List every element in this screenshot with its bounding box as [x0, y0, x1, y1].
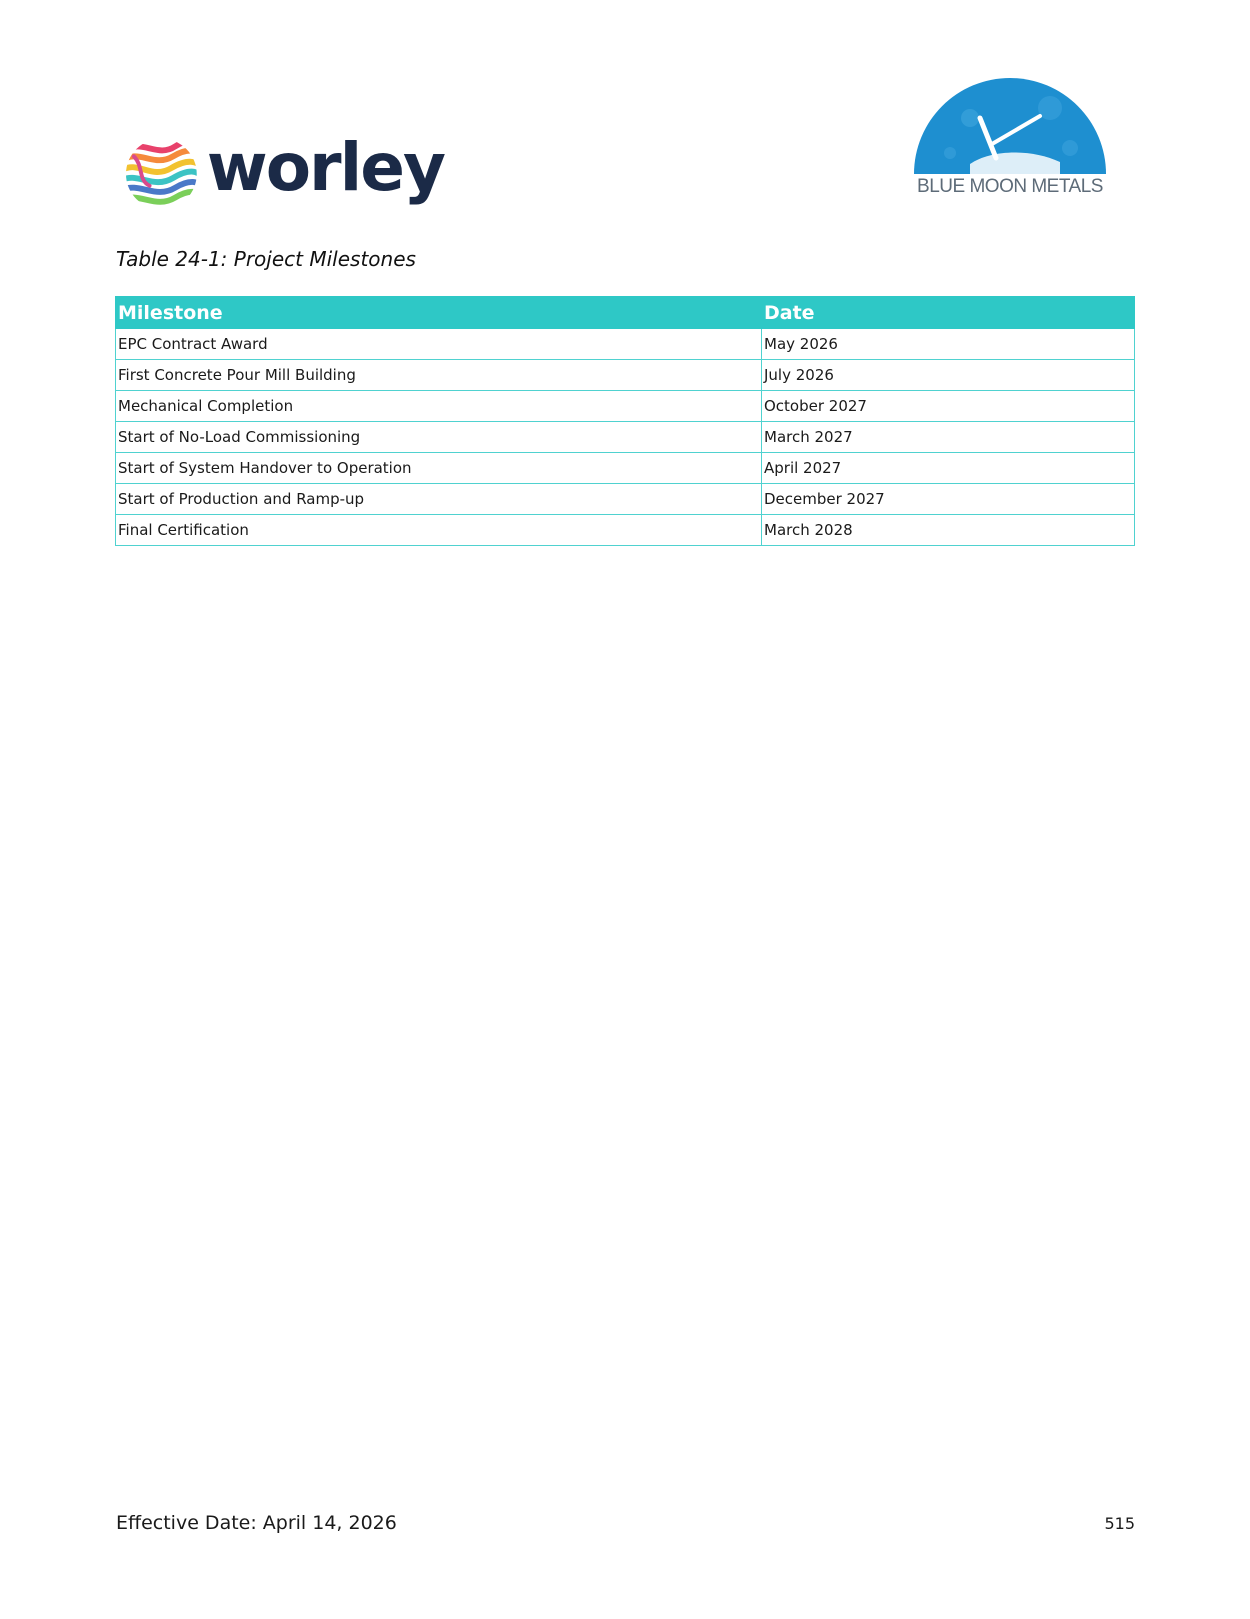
worley-swirl-icon — [124, 136, 199, 212]
table-header-row — [116, 297, 1135, 329]
date-cell: March 2027 — [762, 422, 1135, 453]
table-row — [116, 484, 1135, 515]
blue-moon-metals-logo — [910, 78, 1110, 204]
effective-date: Effective Date: April 14, 2026 — [116, 1512, 397, 1534]
date-cell: July 2026 — [762, 360, 1135, 391]
date-cell: December 2027 — [762, 484, 1135, 515]
worley-wordmark: worley — [206, 129, 444, 206]
milestone-cell: Mechanical Completion — [116, 391, 762, 422]
table-row — [116, 515, 1135, 546]
table-row — [116, 329, 1135, 360]
milestone-cell: Start of Production and Ramp-up — [116, 484, 762, 515]
table-row — [116, 360, 1135, 391]
milestone-cell: First Concrete Pour Mill Building — [116, 360, 762, 391]
milestones-table — [115, 296, 1135, 546]
milestone-cell: EPC Contract Award — [116, 329, 762, 360]
table-row — [116, 453, 1135, 484]
column-header-milestone: Milestone — [116, 297, 762, 329]
date-cell: April 2027 — [762, 453, 1135, 484]
table-row — [116, 422, 1135, 453]
page-number: 515 — [1104, 1514, 1135, 1533]
date-cell: May 2026 — [762, 329, 1135, 360]
date-cell: October 2027 — [762, 391, 1135, 422]
table-row — [116, 391, 1135, 422]
milestone-cell: Start of System Handover to Operation — [116, 453, 762, 484]
milestone-cell: Final Certification — [116, 515, 762, 546]
column-header-date: Date — [762, 297, 1135, 329]
blue-moon-metals-wordmark: BLUE MOON METALS — [917, 176, 1103, 197]
date-cell: March 2028 — [762, 515, 1135, 546]
table-caption: Table 24-1: Project Milestones — [116, 247, 416, 271]
milestone-cell: Start of No-Load Commissioning — [116, 422, 762, 453]
worley-logo — [124, 129, 444, 214]
moon-pickaxe-icon — [910, 78, 1110, 178]
